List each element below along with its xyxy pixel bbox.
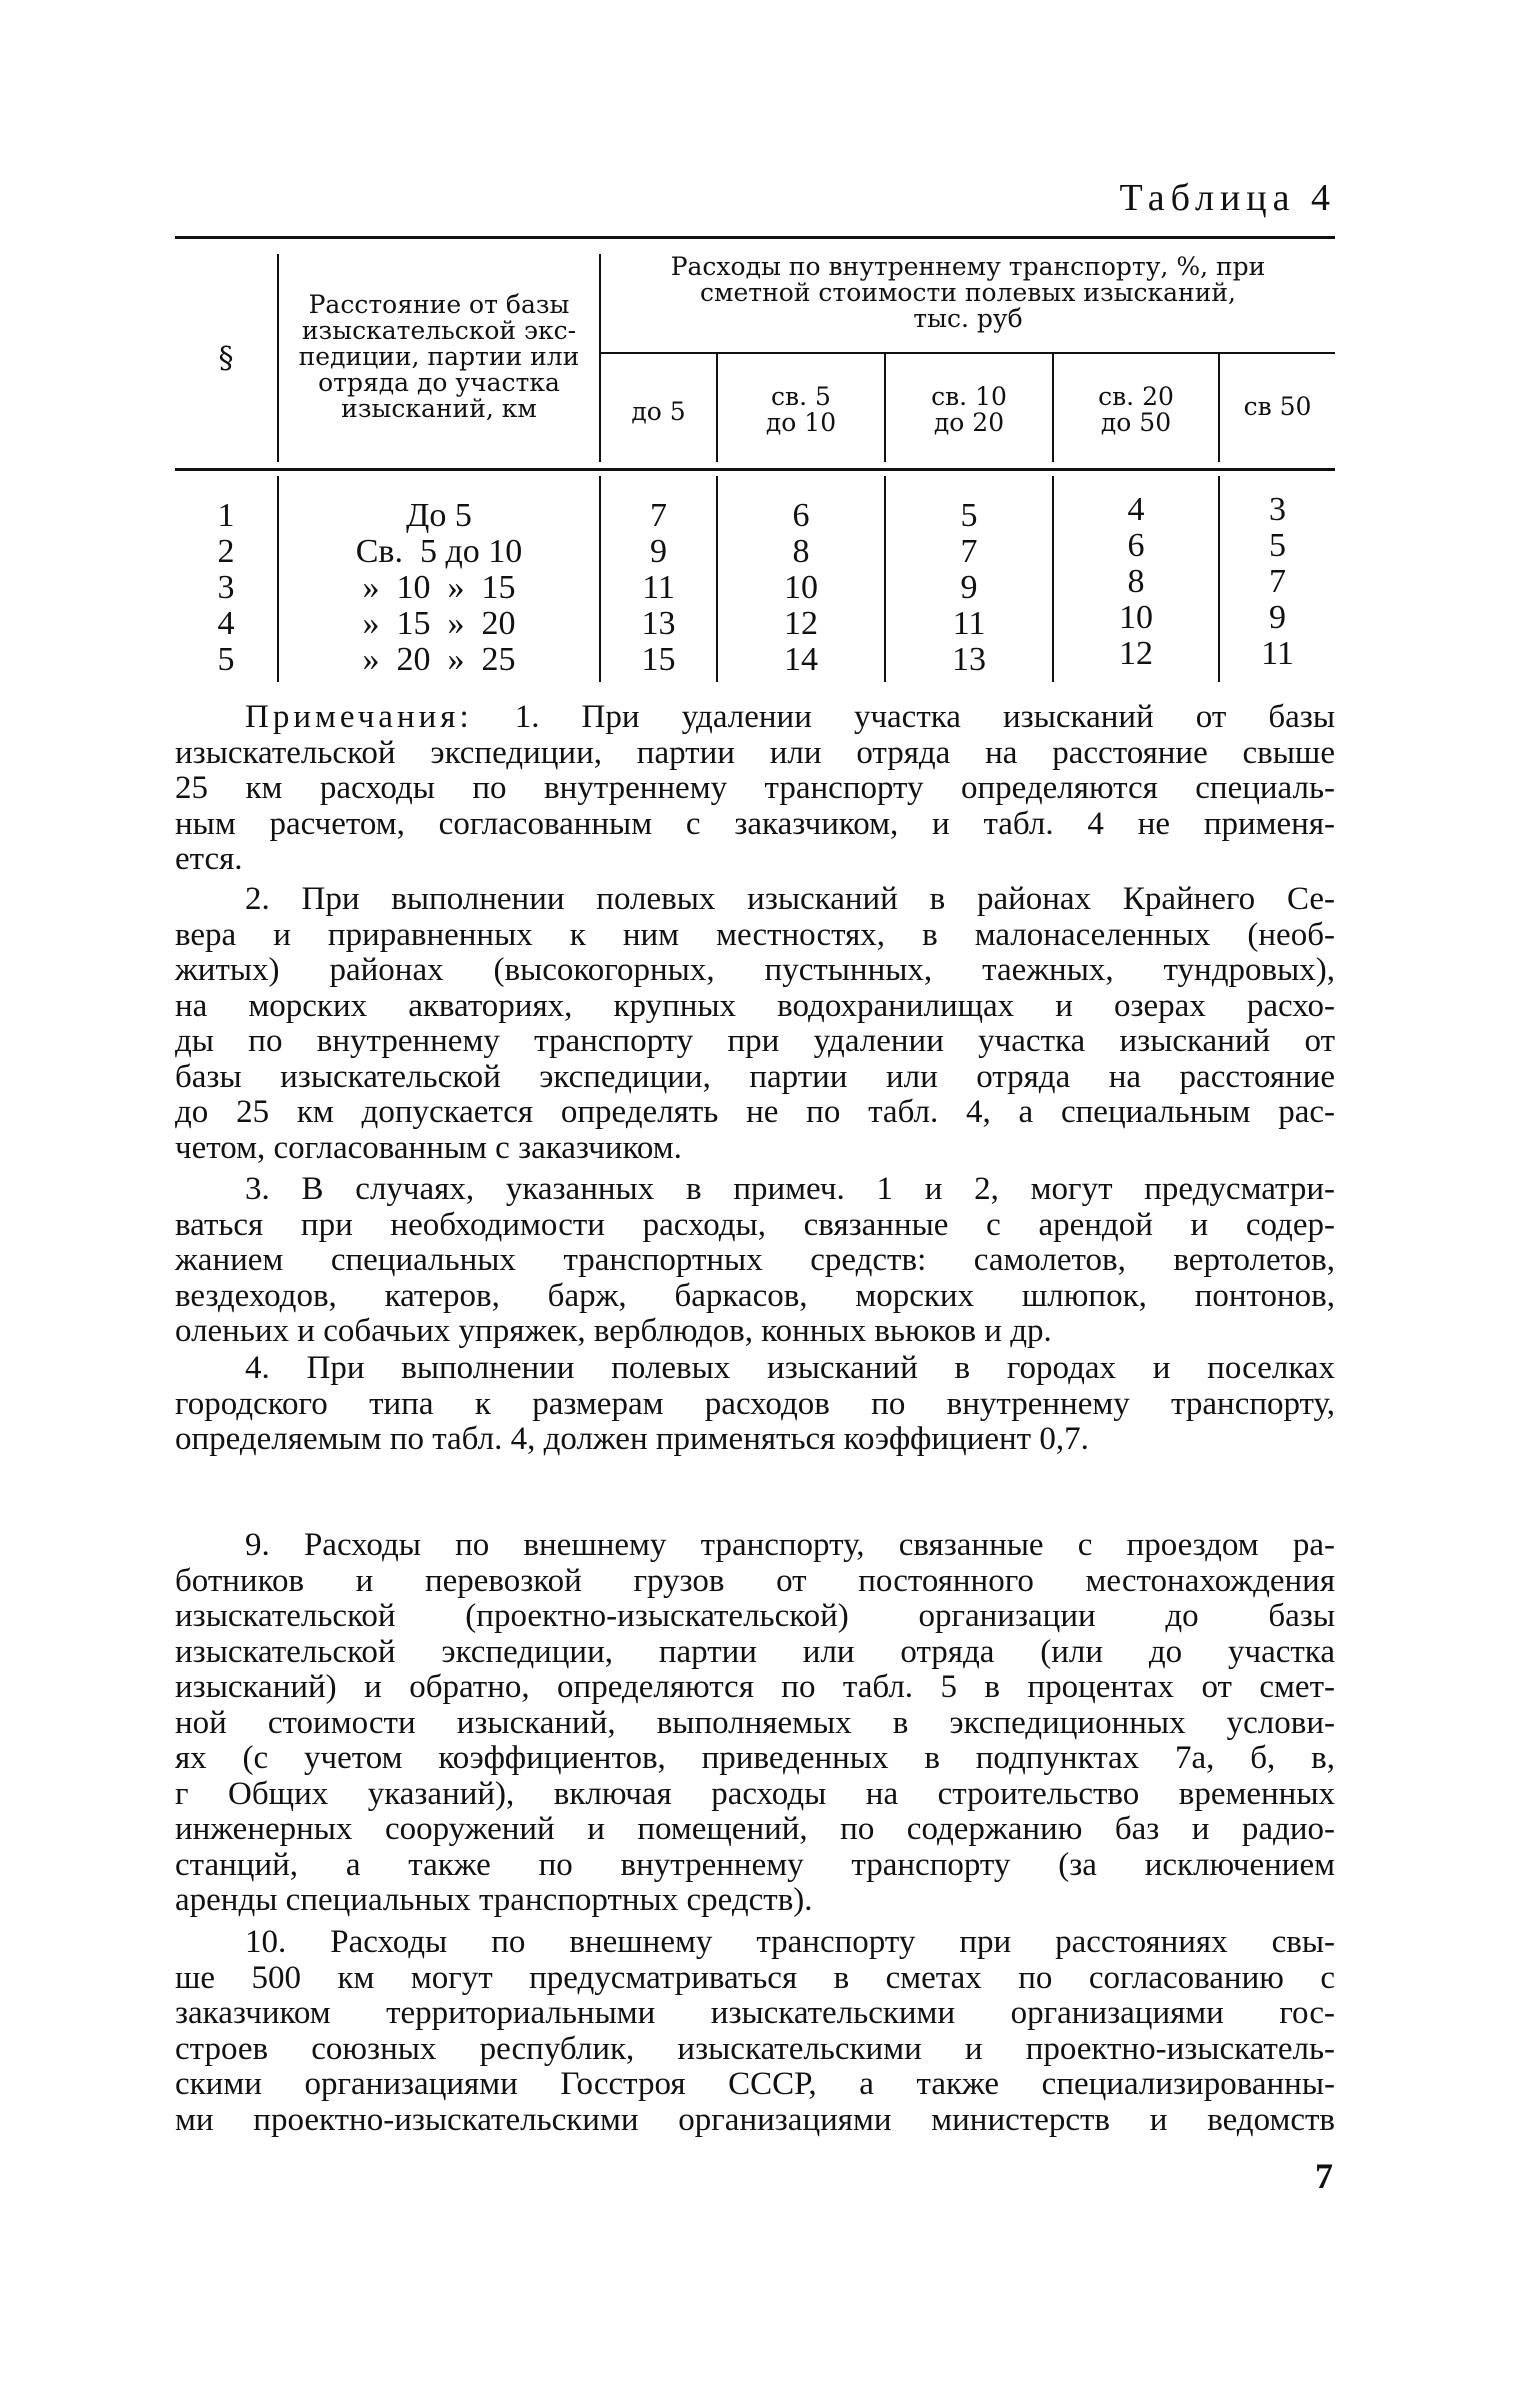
table-cell: » 10 » 15 [362, 569, 516, 606]
table-cell: Св. 5 до 10 [355, 533, 523, 570]
note-3 [175, 1172, 1335, 1350]
cost-column-1 [601, 498, 716, 678]
table-cell: 9 [650, 533, 667, 570]
text-line: ми проектно-изыскательскими организациями министерств и ведомств [175, 2101, 1335, 2138]
table-cell: 10 [784, 569, 818, 606]
text-line: изыскательской экспедиции, партии или отряда на расстояние свыше [175, 734, 1335, 771]
text-line: определяемым по табл. 4, должен применяться коэффициент 0,7. [175, 1421, 1089, 1457]
table-cell: 1 [217, 497, 235, 534]
cost-column-5 [1220, 492, 1335, 672]
cost-column-4 [1054, 492, 1218, 672]
header-line: св. 20 [1098, 382, 1174, 411]
header-line: св. 5 [771, 382, 831, 411]
text-line: ях (с учетом коэффициентов, приведенных в подпунктах 7а, б, в, [175, 1740, 1335, 1776]
text-line: скими организациями Госстроя СССР, а также специализированны- [175, 2066, 1335, 2102]
text-line: ды по внутреннему транспорту при удалении участка изысканий от [175, 1023, 1335, 1059]
text-line: 25 км расходы по внутреннему транспорту определяются специаль- [175, 770, 1335, 806]
header-line: Расходы по внутреннему транспорту, %, при [670, 252, 1266, 281]
table-cell: » 15 » 20 [362, 605, 516, 642]
text-line: изыскательской (проектно-изыскательской) организации до базы [175, 1598, 1335, 1634]
table-cell: 12 [784, 605, 818, 642]
text-line: 4. При выполнении полевых изысканий в городах и поселках [245, 1350, 1335, 1386]
table-cell: 13 [641, 605, 676, 642]
table-cell: 12 [1119, 635, 1153, 672]
header-line: до 10 [765, 408, 837, 437]
text-line: четом, согласованным с заказчиком. [175, 1129, 682, 1166]
header-section-sign: § [218, 341, 234, 376]
text-line: аренды специальных транспортных средств). [175, 1882, 813, 1918]
header-distance [279, 292, 599, 422]
text-line: ной стоимости изысканий, выполняемых в экспедиционных услови- [175, 1704, 1335, 1741]
text-line: станций, а также по внутреннему транспорту (за исключением [175, 1846, 1335, 1883]
table-cell: 7 [650, 497, 667, 534]
text-line: ется. [175, 841, 243, 877]
distance-column [279, 498, 599, 678]
header-bottom-rule [175, 468, 1335, 471]
header-cost-col-1 [601, 399, 716, 425]
text-line: заказчиком территориальными изыскательскими организациями гос- [175, 1995, 1335, 2031]
header-cost-group [601, 254, 1335, 332]
text-line: строев союзных республик, изыскательскими и проектно-изыскатель- [175, 2030, 1335, 2067]
text-run: 1. При удалении участка изысканий от базы [472, 699, 1335, 735]
table-cell: » 20 » 25 [362, 641, 516, 678]
table-top-rule [175, 236, 1335, 239]
header-cost-col-2 [718, 384, 884, 436]
text-line: г Общих указаний), включая расходы на строительство временных [175, 1775, 1335, 1812]
text-line: жанием специальных транспортных средств: самолетов, вертолетов, [175, 1242, 1335, 1278]
header-line: тыс. руб [913, 304, 1023, 333]
table-cell: 5 [1269, 527, 1286, 564]
text-line: 2. При выполнении полевых изысканий в районах Крайнего Се- [245, 881, 1335, 917]
header-line: Расстояние от базы [308, 290, 570, 319]
text-line: житых) районах (высокогорных, пустынных, таежных, тундровых), [175, 952, 1335, 988]
table-cell: 7 [1269, 563, 1286, 600]
cost-column-2 [718, 498, 884, 678]
text-line: ше 500 км могут предусматриваться в сметах по согласованию с [175, 1959, 1335, 1996]
table-cell: 3 [217, 569, 235, 606]
text-line: базы изыскательской экспедиции, партии или отряда на расстояние [175, 1058, 1335, 1095]
cost-column-3 [886, 498, 1052, 678]
text-line: ным расчетом, согласованным с заказчиком, и табл. 4 не применя- [175, 805, 1335, 842]
paragraph-10 [175, 1925, 1335, 2138]
header-line: отряда до участка [318, 368, 560, 397]
group-header-rule [599, 352, 1335, 354]
header-line: до 50 [1100, 408, 1172, 437]
table-cell: 8 [792, 533, 810, 570]
text-line: вездеходов, катеров, барж, баркасов, морских шлюпок, понтонов, [175, 1277, 1335, 1314]
text-line: оленьих и собачьих упряжек, верблюдов, конных вьюков и др. [175, 1313, 1052, 1349]
text-line: ваться при необходимости расходы, связанные с арендой и содер- [175, 1206, 1335, 1243]
text-line: на морских акваториях, крупных водохранилищах и озерах расхо- [175, 987, 1335, 1024]
notes-label: Примечания: [245, 699, 473, 735]
header-line: до 20 [933, 408, 1005, 437]
table-cell: 11 [1261, 635, 1294, 672]
header-cost-col-4 [1054, 384, 1218, 436]
table-cell: 5 [217, 641, 235, 678]
header-line: св. 10 [931, 382, 1007, 411]
paragraph-9 [175, 1528, 1335, 1919]
table-cell: 9 [960, 569, 978, 606]
text-line: 3. В случаях, указанных в примеч. 1 и 2, могут предусматри- [245, 1171, 1335, 1207]
table-cell: 5 [960, 497, 978, 534]
text-line: изыскательской экспедиции, партии или отряда (или до участка [175, 1633, 1335, 1670]
table-cell: 7 [960, 533, 978, 570]
header-line: изыскательской экс- [301, 316, 577, 345]
header-line: педиции, партии или [298, 342, 580, 371]
table-cell: 11 [952, 605, 986, 642]
page-number: 7 [1315, 2156, 1333, 2196]
section-column [175, 498, 277, 678]
table-cell: 2 [217, 533, 235, 570]
text-line: инженерных сооружений и помещений, по содержанию баз и радио- [175, 1811, 1335, 1847]
table-cell: 4 [1127, 491, 1145, 528]
text-line: изысканий) и обратно, определяются по табл. 5 в процентах от смет- [175, 1669, 1335, 1705]
header-line: сметной стоимости полевых изысканий, [700, 278, 1236, 307]
table-cell: 6 [792, 497, 810, 534]
note-4 [175, 1351, 1335, 1458]
table-cell: До 5 [406, 497, 472, 534]
table-cell: 3 [1269, 491, 1286, 528]
header-line: св 50 [1243, 392, 1312, 421]
note-1 [175, 700, 1335, 878]
text-line: 9. Расходы по внешнему транспорту, связанные с проездом ра- [245, 1527, 1335, 1563]
header-line: до 5 [631, 397, 686, 426]
table-cell: 10 [1119, 599, 1153, 636]
table-caption: Таблица 4 [1119, 177, 1336, 219]
note-2 [175, 882, 1335, 1166]
table-cell: 6 [1127, 527, 1145, 564]
text-line: ботников и перевозкой грузов от постоянного местонахождения [175, 1562, 1335, 1599]
table-cell: 4 [217, 605, 235, 642]
table-cell: 15 [641, 641, 676, 678]
table-cell: 8 [1127, 563, 1145, 600]
cost-table [175, 236, 1335, 686]
text-line: 10. Расходы по внешнему транспорту при расстояниях свы- [245, 1924, 1335, 1960]
text-line: городского типа к размерам расходов по внутреннему транспорту, [175, 1385, 1335, 1422]
text-line: до 25 км допускается определять не по табл. 4, а специальным рас- [175, 1094, 1335, 1130]
text-line [175, 700, 1335, 736]
table-cell: 14 [784, 641, 818, 678]
table-cell: 9 [1269, 599, 1286, 636]
header-line: изысканий, км [341, 394, 537, 423]
header-cost-col-5 [1220, 394, 1335, 420]
table-cell: 13 [952, 641, 986, 678]
header-cost-col-3 [886, 384, 1052, 436]
text-line: вера и приравненных к ним местностях, в малонаселенных (необ- [175, 916, 1335, 953]
table-cell: 11 [642, 569, 675, 606]
